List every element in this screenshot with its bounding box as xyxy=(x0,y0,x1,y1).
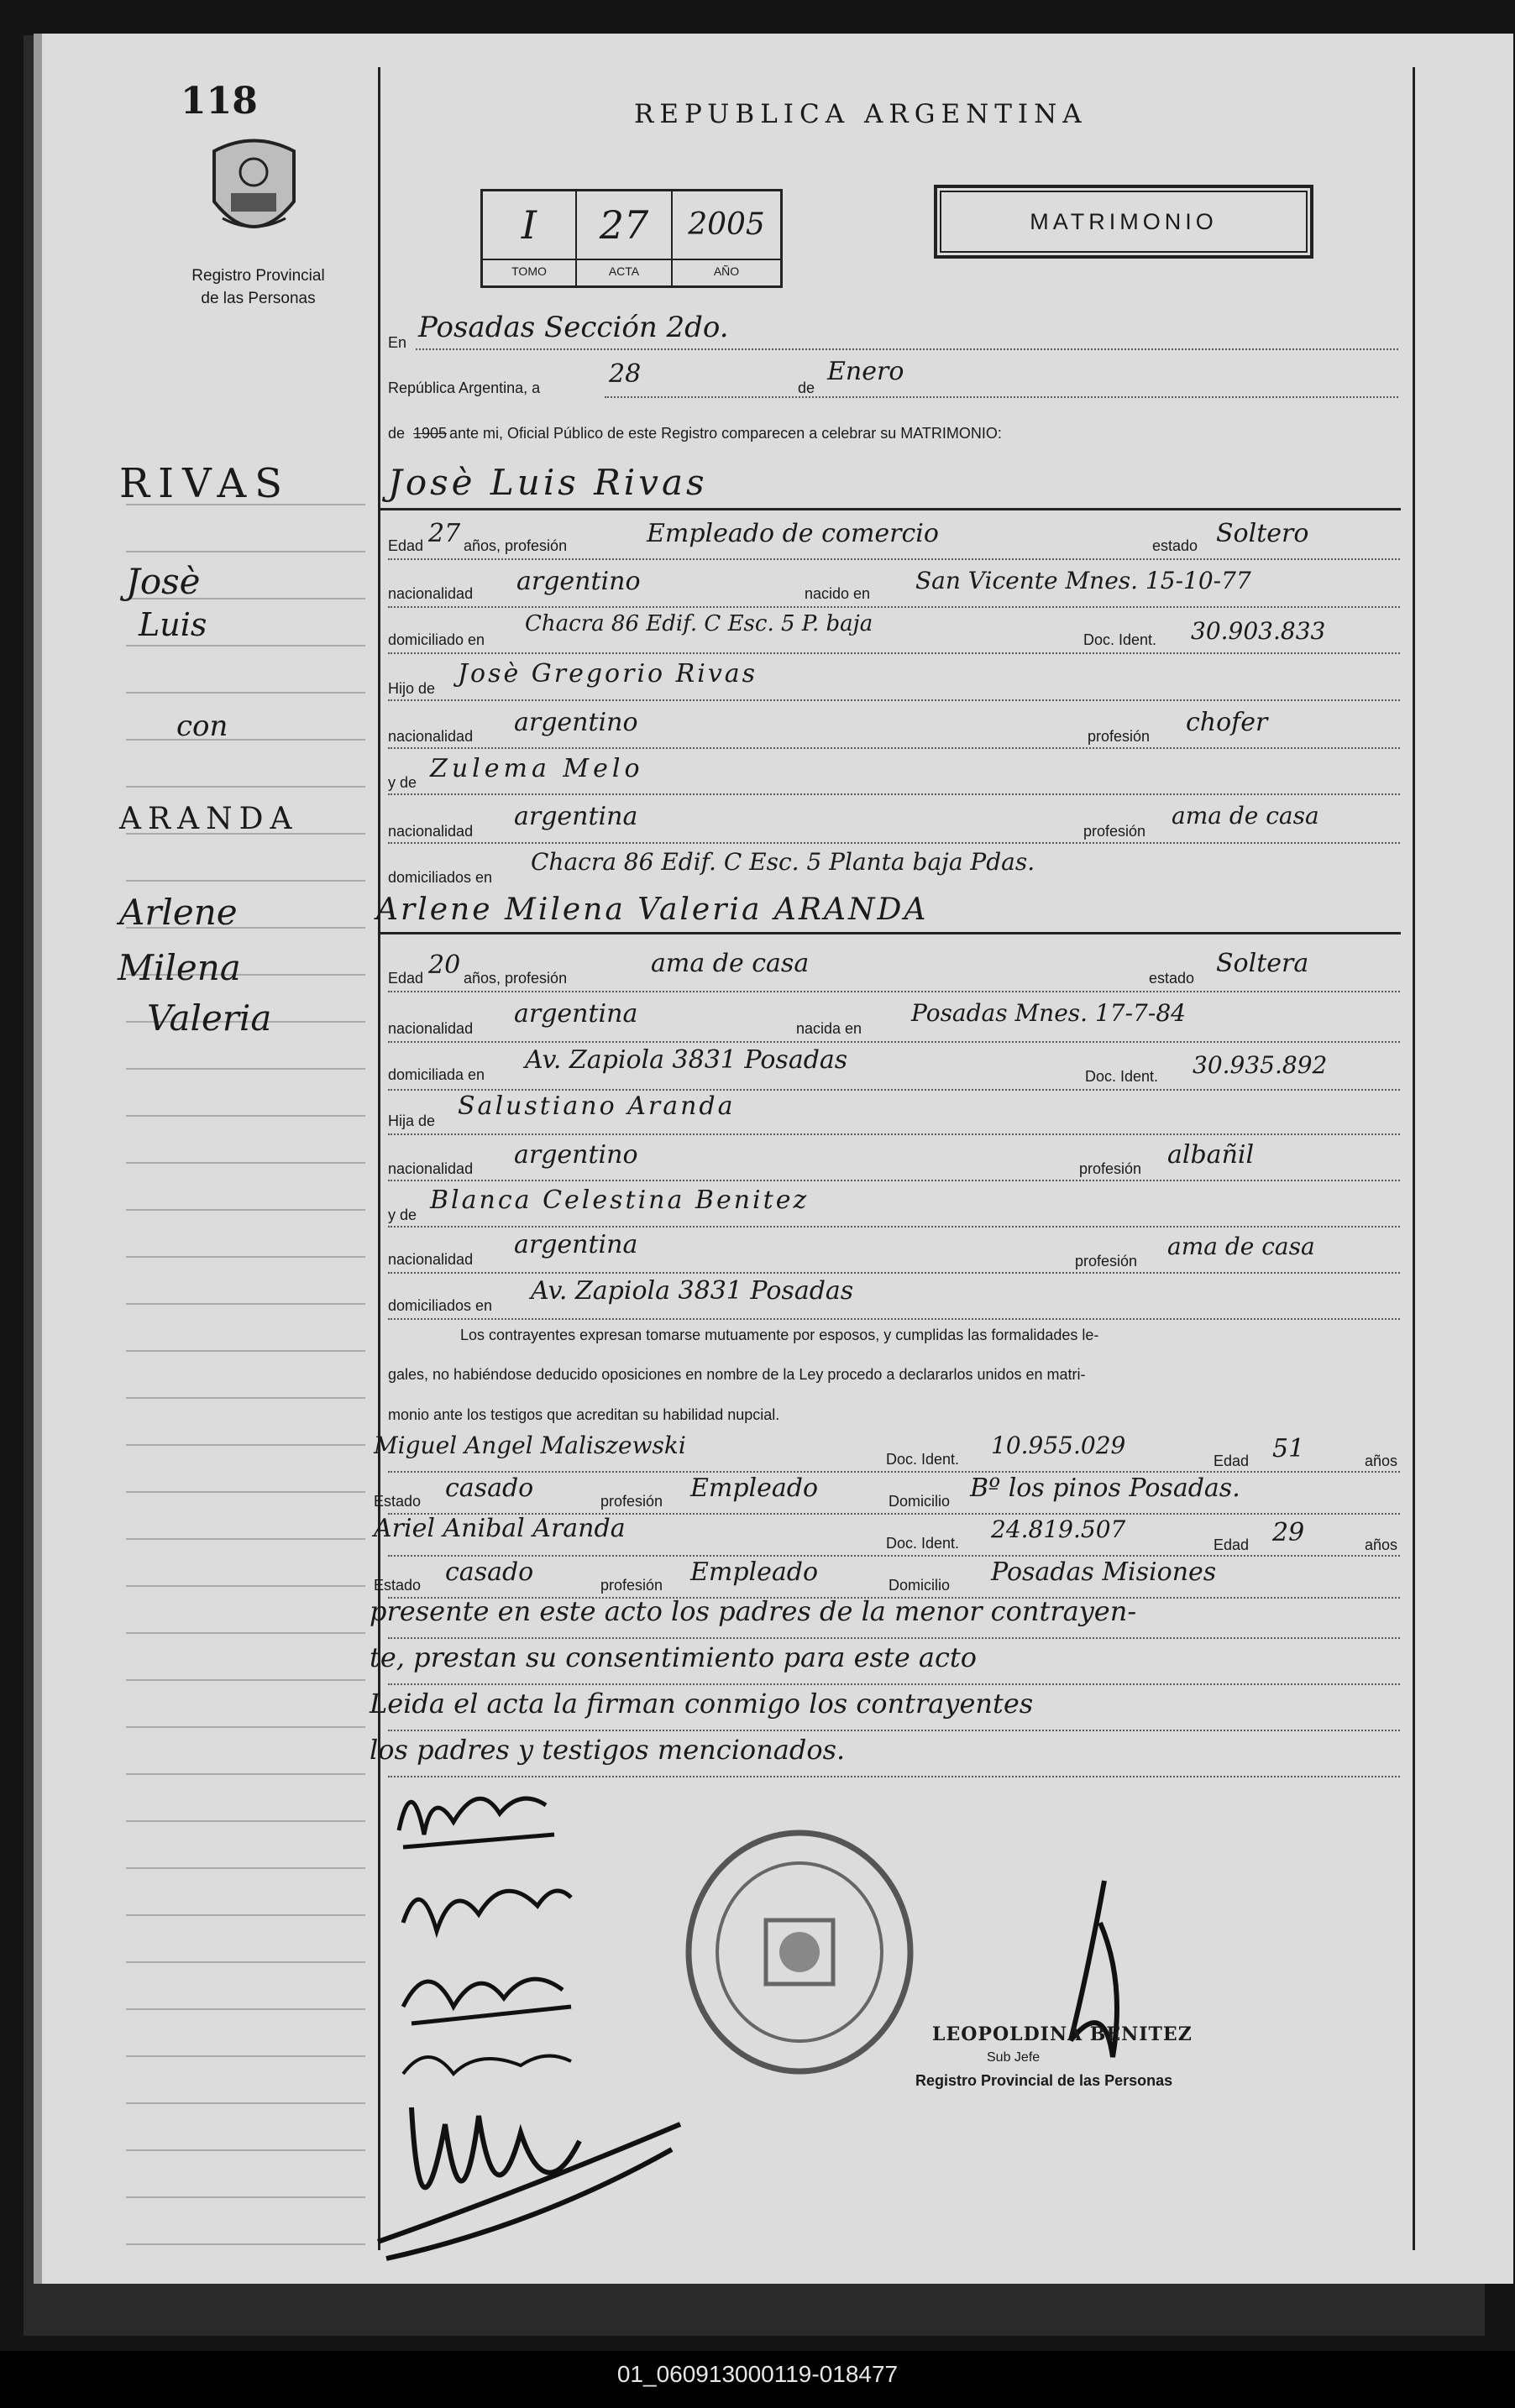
groom-parents-dom-label: domiciliados en xyxy=(388,869,493,886)
groom-dom-label: domiciliado en xyxy=(388,631,485,648)
groom-father-nac-label: nacionalidad xyxy=(388,728,474,745)
margin-ruled-line xyxy=(126,2196,365,2198)
groom-given1-margin: Josè xyxy=(126,561,201,602)
bride-mother-profession: ama de casa xyxy=(1167,1233,1315,1260)
bride-profession: ama de casa xyxy=(651,949,810,978)
witness2-edad-label: Edad xyxy=(1214,1536,1250,1553)
margin-ruled-line xyxy=(126,2055,365,2057)
groom-edad-label: Edad xyxy=(388,537,424,554)
bride-anos-prof-label: años, profesión xyxy=(464,970,568,987)
margin-ruled-line xyxy=(126,1773,365,1775)
signature-bride xyxy=(403,1891,571,1931)
groom-parents-domicile: Chacra 86 Edif. C Esc. 5 Planta baja Pdas. xyxy=(531,848,1035,876)
tomo-label: TOMO xyxy=(483,259,575,282)
margin-ruled-line xyxy=(126,880,365,882)
groom-domicile: Chacra 86 Edif. C Esc. 5 P. baja xyxy=(525,611,873,636)
place-value: Posadas Sección 2do. xyxy=(418,311,729,344)
groom-line-5 xyxy=(388,747,1400,749)
bride-dom-label: domiciliada en xyxy=(388,1066,485,1083)
de-label-2: de xyxy=(388,425,406,442)
groom-father: Josè Gregorio Rivas xyxy=(458,659,758,688)
bride-surname-margin: ARANDA xyxy=(119,802,299,836)
tomo-value: I xyxy=(521,202,537,248)
page-number: 118 xyxy=(181,80,258,123)
groom-age: 27 xyxy=(428,519,461,548)
bride-father-profession: albañil xyxy=(1167,1140,1255,1170)
margin-ruled-line xyxy=(126,2008,365,2010)
signature-mother xyxy=(403,2056,571,2074)
note-line-1: presente en este acto los padres de la menor contrayen- xyxy=(370,1595,1137,1627)
groom-nationality: argentino xyxy=(516,567,641,596)
witness1-line-1 xyxy=(388,1471,1400,1473)
margin-ruled-line xyxy=(126,1538,365,1540)
margin-ruled-line xyxy=(126,1256,365,1258)
witness2-doc-label: Doc. Ident. xyxy=(886,1535,960,1552)
groom-line-4 xyxy=(388,699,1400,701)
bride-hija-label: Hija de xyxy=(388,1112,436,1129)
witness2-dom-label: Domicilio xyxy=(889,1577,951,1594)
bride-given1-margin: Arlene xyxy=(119,892,238,933)
day-value: 28 xyxy=(609,359,642,389)
bride-nacida-label: nacida en xyxy=(796,1020,862,1037)
groom-line-7 xyxy=(388,842,1400,844)
witness1-age: 51 xyxy=(1272,1434,1305,1463)
groom-line-6 xyxy=(388,793,1400,795)
bride-mother: Blanca Celestina Benitez xyxy=(430,1186,810,1215)
margin-ruled-line xyxy=(126,2243,365,2245)
bride-parents-domicile: Av. Zapiola 3831 Posadas xyxy=(531,1276,854,1306)
country-title: REPUBLICA ARGENTINA xyxy=(634,99,1088,129)
groom-mother-nationality: argentina xyxy=(514,802,638,831)
signature-father xyxy=(403,1979,571,2023)
groom-line-2 xyxy=(388,606,1400,608)
margin-ruled-line xyxy=(126,1914,365,1916)
margin-ruled-line xyxy=(126,1162,365,1164)
margin-ruled-line xyxy=(126,2102,365,2104)
intro-clause: ante mi, Oficial Público de este Registro comparecen a celebrar su MATRIMONIO: xyxy=(449,425,1002,442)
margin-ruled-line xyxy=(126,1068,365,1070)
signature-witnesses xyxy=(378,2107,680,2259)
bride-line-6 xyxy=(388,1226,1400,1228)
registry-name-line1: Registro Provincial xyxy=(191,267,325,285)
margin-ruled-line xyxy=(126,1491,365,1493)
witness1-name: Miguel Angel Maliszewski xyxy=(374,1432,686,1459)
bride-civil-state: Soltera xyxy=(1216,949,1309,978)
notes-line-2 xyxy=(388,1683,1400,1685)
note-line-3: Leida el acta la firman conmigo los contrayentes xyxy=(370,1688,1034,1720)
bride-edad-label: Edad xyxy=(388,970,424,987)
tomo-box xyxy=(483,191,577,285)
margin-ruled-line xyxy=(126,1726,365,1728)
year-struck: 1905 xyxy=(413,425,448,442)
groom-civil-state: Soltero xyxy=(1216,519,1309,548)
right-rule xyxy=(1413,67,1415,2250)
groom-full-name: Josè Luis Rivas xyxy=(388,462,708,503)
republica-label: República Argentina, a xyxy=(388,380,541,396)
witness2-name: Ariel Anibal Aranda xyxy=(374,1514,626,1543)
ano-label: AÑO xyxy=(673,259,780,282)
margin-ruled-line xyxy=(126,1961,365,1963)
bride-line-4 xyxy=(388,1133,1400,1135)
margin-ruled-line xyxy=(126,1397,365,1399)
bride-age: 20 xyxy=(428,950,461,980)
groom-father-nationality: argentino xyxy=(514,708,638,737)
bride-given3-margin: Valeria xyxy=(147,997,272,1039)
bride-line-3 xyxy=(388,1089,1400,1091)
groom-father-prof-label: profesión xyxy=(1088,728,1151,745)
groom-mother-profession: ama de casa xyxy=(1172,802,1319,830)
margin-ruled-line xyxy=(126,2149,365,2151)
witness2-doc: 24.819.507 xyxy=(991,1515,1126,1543)
groom-anos-prof-label: años, profesión xyxy=(464,537,568,554)
bride-nationality: argentina xyxy=(514,999,638,1029)
officer-signature-icon xyxy=(1054,1872,1146,2078)
notes-line-3 xyxy=(388,1730,1400,1731)
bride-yde-label: y de xyxy=(388,1207,417,1223)
margin-ruled-line xyxy=(126,692,365,694)
margin-ruled-line xyxy=(126,1679,365,1681)
groom-line-1 xyxy=(388,558,1400,560)
date-line xyxy=(605,396,1398,398)
margin-ruled-line xyxy=(126,739,365,741)
witness1-prof-label: profesión xyxy=(600,1493,663,1510)
bride-doc: 30.935.892 xyxy=(1193,1051,1328,1079)
witness1-domicile: Bº los pinos Posadas. xyxy=(970,1474,1240,1503)
witness1-dom-label: Domicilio xyxy=(889,1493,951,1510)
groom-nac-label: nacionalidad xyxy=(388,585,474,602)
groom-birthplace: San Vicente Mnes. 15-10-77 xyxy=(915,567,1251,594)
document-id: 01_060913000119-018477 xyxy=(616,2361,899,2387)
en-label: En xyxy=(388,334,407,351)
groom-doc: 30.903.833 xyxy=(1191,617,1326,645)
bride-line-1 xyxy=(388,991,1400,992)
bride-father-nac-label: nacionalidad xyxy=(388,1160,474,1177)
bride-line-5 xyxy=(388,1180,1400,1181)
groom-surname-margin: RIVAS xyxy=(119,460,291,507)
declaration-line3: monio ante los testigos que acreditan su habilidad nupcial. xyxy=(388,1406,780,1423)
groom-hijo-label: Hijo de xyxy=(388,680,436,697)
note-line-2: te, prestan su consentimiento para este acto xyxy=(370,1641,978,1673)
bride-estado-label: estado xyxy=(1149,970,1195,987)
acta-value: 27 xyxy=(599,202,649,248)
witness1-estado-label: Estado xyxy=(374,1493,422,1510)
ano-value: 2005 xyxy=(688,207,765,242)
bride-domicile: Av. Zapiola 3831 Posadas xyxy=(525,1045,848,1075)
bride-doc-label: Doc. Ident. xyxy=(1085,1068,1159,1085)
bride-full-name: Arlene Milena Valeria ARANDA xyxy=(376,893,929,927)
bride-mother-prof-label: profesión xyxy=(1075,1253,1138,1269)
witness2-estado-label: Estado xyxy=(374,1577,422,1594)
bride-father: Salustiano Aranda xyxy=(458,1091,736,1121)
bride-parents-dom-label: domiciliados en xyxy=(388,1297,493,1314)
bride-father-prof-label: profesión xyxy=(1079,1160,1142,1177)
margin-ruled-line xyxy=(126,1209,365,1211)
bride-father-nationality: argentino xyxy=(514,1140,638,1170)
margin-ruled-line xyxy=(126,1585,365,1587)
act-number-boxes xyxy=(480,189,783,288)
witness1-doc-label: Doc. Ident. xyxy=(886,1451,960,1468)
officer-office: Registro Provincial de las Personas xyxy=(915,2072,1173,2089)
margin-ruled-line xyxy=(126,645,365,646)
acta-box xyxy=(577,191,673,285)
bride-mother-nac-label: nacionalidad xyxy=(388,1251,474,1268)
witness1-doc: 10.955.029 xyxy=(991,1432,1126,1459)
bride-line-2 xyxy=(388,1041,1400,1043)
margin-ruled-line xyxy=(126,1115,365,1117)
bride-line-7 xyxy=(388,1272,1400,1274)
witness1-edad-label: Edad xyxy=(1214,1453,1250,1469)
acta-label: ACTA xyxy=(577,259,671,282)
officer-name: LEOPOLDINA BENITEZ xyxy=(932,2023,1193,2045)
groom-line-3 xyxy=(388,652,1400,654)
place-line xyxy=(416,348,1398,350)
witness2-civil-state: casado xyxy=(445,1557,534,1587)
notes-line-1 xyxy=(388,1637,1400,1639)
con-margin: con xyxy=(176,709,228,743)
registry-name-line2: de las Personas xyxy=(201,290,316,307)
act-type-box xyxy=(934,185,1313,259)
de-label: de xyxy=(798,380,815,396)
margin-ruled-line xyxy=(126,1350,365,1352)
declaration-line2: gales, no habiéndose deducido oposiciones en nombre de la Ley procedo a declararlos unidos en matri- xyxy=(388,1366,1086,1383)
month-value: Enero xyxy=(827,357,904,386)
groom-yde-label: y de xyxy=(388,774,417,791)
witness2-anos-label: años xyxy=(1365,1536,1398,1553)
margin-ruled-line xyxy=(126,1867,365,1869)
groom-father-profession: chofer xyxy=(1186,708,1268,737)
declaration-line1: Los contrayentes expresan tomarse mutuamente por esposos, y cumplidas las formalidades le- xyxy=(460,1327,1099,1343)
bride-mother-nationality: argentina xyxy=(514,1230,638,1259)
witness2-prof-label: profesión xyxy=(600,1577,663,1594)
margin-ruled-line xyxy=(126,786,365,788)
signatures-area xyxy=(353,1755,705,2280)
groom-name-rule xyxy=(378,508,1401,510)
groom-profession: Empleado de comercio xyxy=(647,519,939,548)
groom-mother-prof-label: profesión xyxy=(1083,823,1146,840)
bride-given2-margin: Milena xyxy=(118,947,241,988)
groom-nacido-label: nacido en xyxy=(805,585,871,602)
signature-groom xyxy=(399,1798,554,1847)
groom-estado-label: estado xyxy=(1152,537,1198,554)
witness1-profession: Empleado xyxy=(690,1474,819,1503)
margin-ruled-line xyxy=(126,1820,365,1822)
groom-doc-label: Doc. Ident. xyxy=(1083,631,1157,648)
margin-ruled-line xyxy=(126,1632,365,1634)
witness2-domicile: Posadas Misiones xyxy=(991,1557,1217,1587)
witness1-civil-state: casado xyxy=(445,1474,534,1503)
act-type-label: MATRIMONIO xyxy=(1030,209,1218,234)
groom-given2-margin: Luis xyxy=(139,606,207,643)
note-line-4: los padres y testigos mencionados. xyxy=(370,1734,846,1766)
officer-role: Sub Jefe xyxy=(987,2050,1041,2065)
registry-seal-icon xyxy=(206,134,302,252)
groom-mother: Zulema Melo xyxy=(430,754,644,783)
margin-ruled-line xyxy=(126,1444,365,1446)
margin-ruled-line xyxy=(126,1303,365,1305)
groom-mother-nac-label: nacionalidad xyxy=(388,823,474,840)
witness2-profession: Empleado xyxy=(690,1557,819,1587)
ano-box xyxy=(673,191,780,285)
witness2-age: 29 xyxy=(1272,1518,1305,1547)
margin-ruled-line xyxy=(126,551,365,552)
bride-nac-label: nacionalidad xyxy=(388,1020,474,1037)
bride-line-8 xyxy=(388,1318,1400,1320)
bride-birthplace: Posadas Mnes. 17-7-84 xyxy=(911,999,1186,1027)
witness2-line-1 xyxy=(388,1555,1400,1557)
official-seal-icon xyxy=(682,1826,917,2082)
witness1-anos-label: años xyxy=(1365,1453,1398,1469)
bride-name-rule xyxy=(378,932,1401,934)
